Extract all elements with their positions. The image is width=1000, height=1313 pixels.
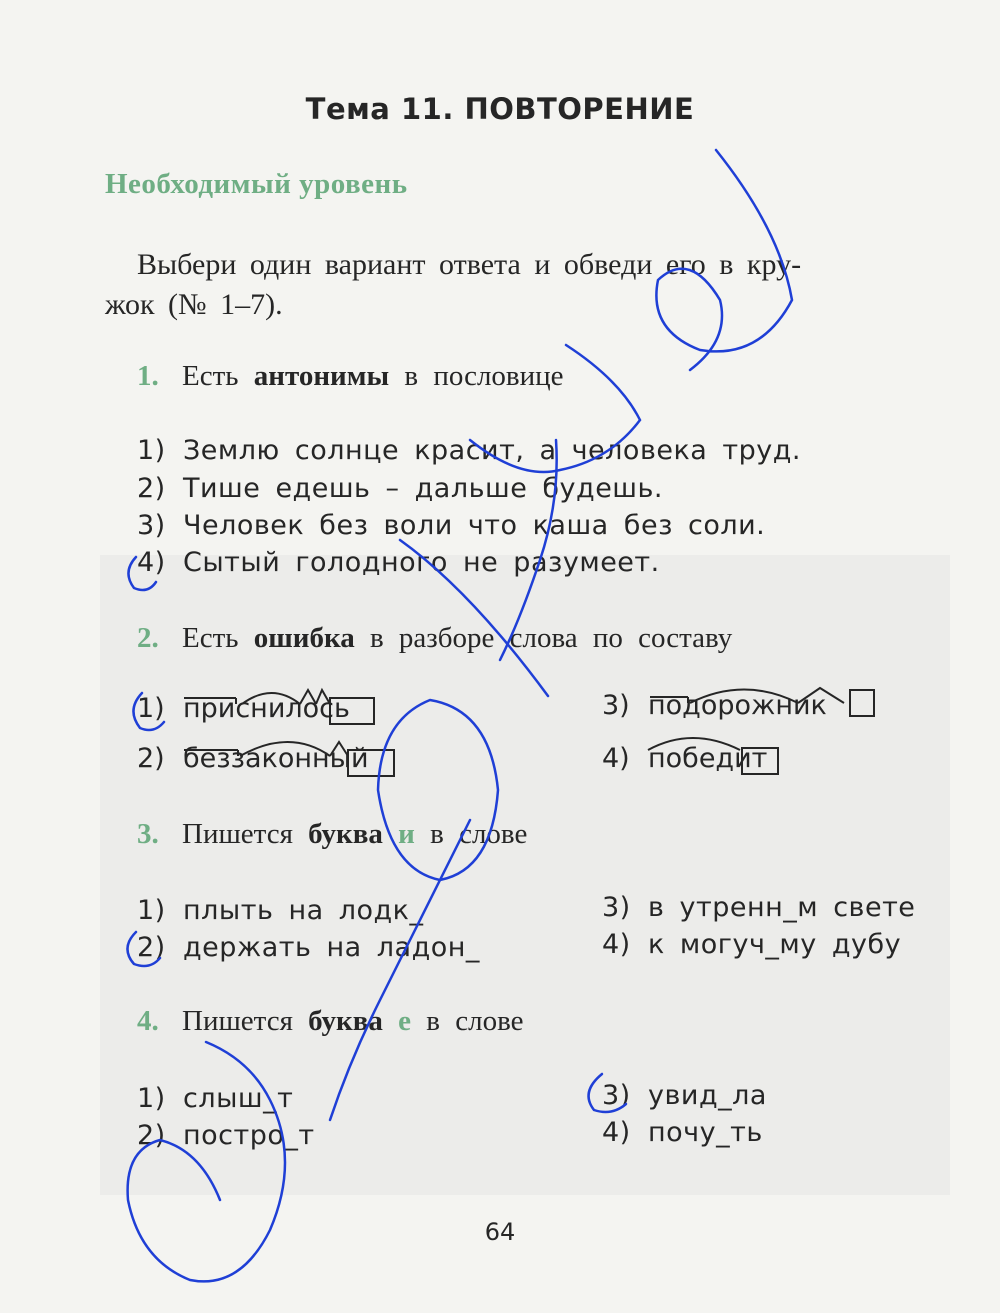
option-number: 3) [602, 1080, 631, 1111]
option-number: 3) [602, 690, 630, 721]
answer-option[interactable] [602, 1080, 767, 1111]
question-4 [137, 1005, 523, 1038]
option-number: 2) [137, 1120, 166, 1151]
question-number: 2. [137, 622, 159, 654]
option-text: держать на ладон_ [183, 932, 480, 963]
answer-option[interactable] [137, 1120, 315, 1151]
morpheme-parsed-word: подорожник [648, 690, 827, 721]
question-number: 4. [137, 1005, 159, 1037]
question-text: Есть [182, 622, 239, 654]
question-keyword: ошибка [253, 622, 355, 654]
option-number: 3) [137, 510, 166, 541]
option-text: к могуч_му дубу [648, 929, 902, 960]
morpheme-parsed-word: победит [648, 743, 768, 774]
question-keyword: буква [308, 818, 383, 850]
option-text: Землю солнце красит, а человека труд. [183, 435, 802, 466]
answer-option[interactable] [602, 929, 901, 960]
option-number: 1) [137, 693, 165, 724]
question-text: в слове [430, 818, 528, 850]
question-text: в разборе слова по составу [369, 622, 733, 654]
question-3 [137, 818, 527, 851]
answer-option[interactable] [137, 895, 423, 926]
option-text: Сытый голодного не разумеет. [183, 547, 660, 578]
option-number: 1) [137, 895, 166, 926]
question-letter: и [398, 818, 415, 850]
instruction-line-2: жок (№ 1–7). [105, 288, 283, 321]
option-number: 1) [137, 1083, 166, 1114]
morpheme-parsed-word: приснилось [183, 693, 350, 724]
instruction-line-1: Выбери один вариант ответа и обведи его в кру- [137, 248, 802, 281]
option-number: 4) [137, 547, 166, 578]
answer-option[interactable] [602, 1117, 763, 1148]
answer-option[interactable] [602, 690, 827, 721]
answer-option[interactable] [137, 693, 350, 724]
page-number: 64 [484, 1218, 516, 1246]
option-number: 3) [602, 892, 631, 923]
answer-option[interactable] [602, 892, 915, 923]
option-text: плыть на лодк_ [183, 895, 424, 926]
morpheme-parsed-word: беззаконный [183, 743, 369, 774]
option-number: 4) [602, 929, 631, 960]
question-text: Пишется [182, 818, 293, 850]
option-number: 4) [602, 1117, 631, 1148]
question-letter: е [398, 1005, 412, 1037]
option-text: в утренн_м свете [648, 892, 916, 923]
option-text: Человек без воли что каша без соли. [183, 510, 766, 541]
instruction-text [105, 245, 945, 325]
option-text: почу_ть [648, 1117, 763, 1148]
answer-option[interactable] [137, 743, 369, 774]
question-number: 3. [137, 818, 159, 850]
question-text: Пишется [182, 1005, 293, 1037]
answer-option[interactable] [137, 510, 765, 541]
answer-option[interactable] [602, 743, 767, 774]
option-number: 2) [137, 743, 165, 774]
option-number: 1) [137, 435, 166, 466]
option-number: 2) [137, 932, 166, 963]
question-keyword: буква [308, 1005, 383, 1037]
question-number: 1. [137, 360, 159, 392]
question-text: в слове [426, 1005, 524, 1037]
question-1 [137, 360, 564, 393]
answer-option[interactable] [137, 932, 480, 963]
answer-option[interactable] [137, 473, 663, 504]
option-number: 2) [137, 473, 166, 504]
option-text: постро_т [183, 1120, 315, 1151]
answer-option[interactable] [137, 547, 660, 578]
page-title: Тема 11. ПОВТОРЕНИЕ [305, 92, 695, 126]
question-2 [137, 622, 732, 655]
option-text: слыш_т [183, 1083, 294, 1114]
question-text: Есть [182, 360, 239, 392]
option-text: Тише едешь – дальше будешь. [183, 473, 664, 504]
answer-option[interactable] [137, 435, 801, 466]
question-keyword: антонимы [253, 360, 390, 392]
question-text: в пословице [404, 360, 564, 392]
option-number: 4) [602, 743, 630, 774]
option-text: увид_ла [648, 1080, 767, 1111]
answer-option[interactable] [137, 1083, 293, 1114]
section-level-heading: Необходимый уровень [105, 168, 408, 200]
